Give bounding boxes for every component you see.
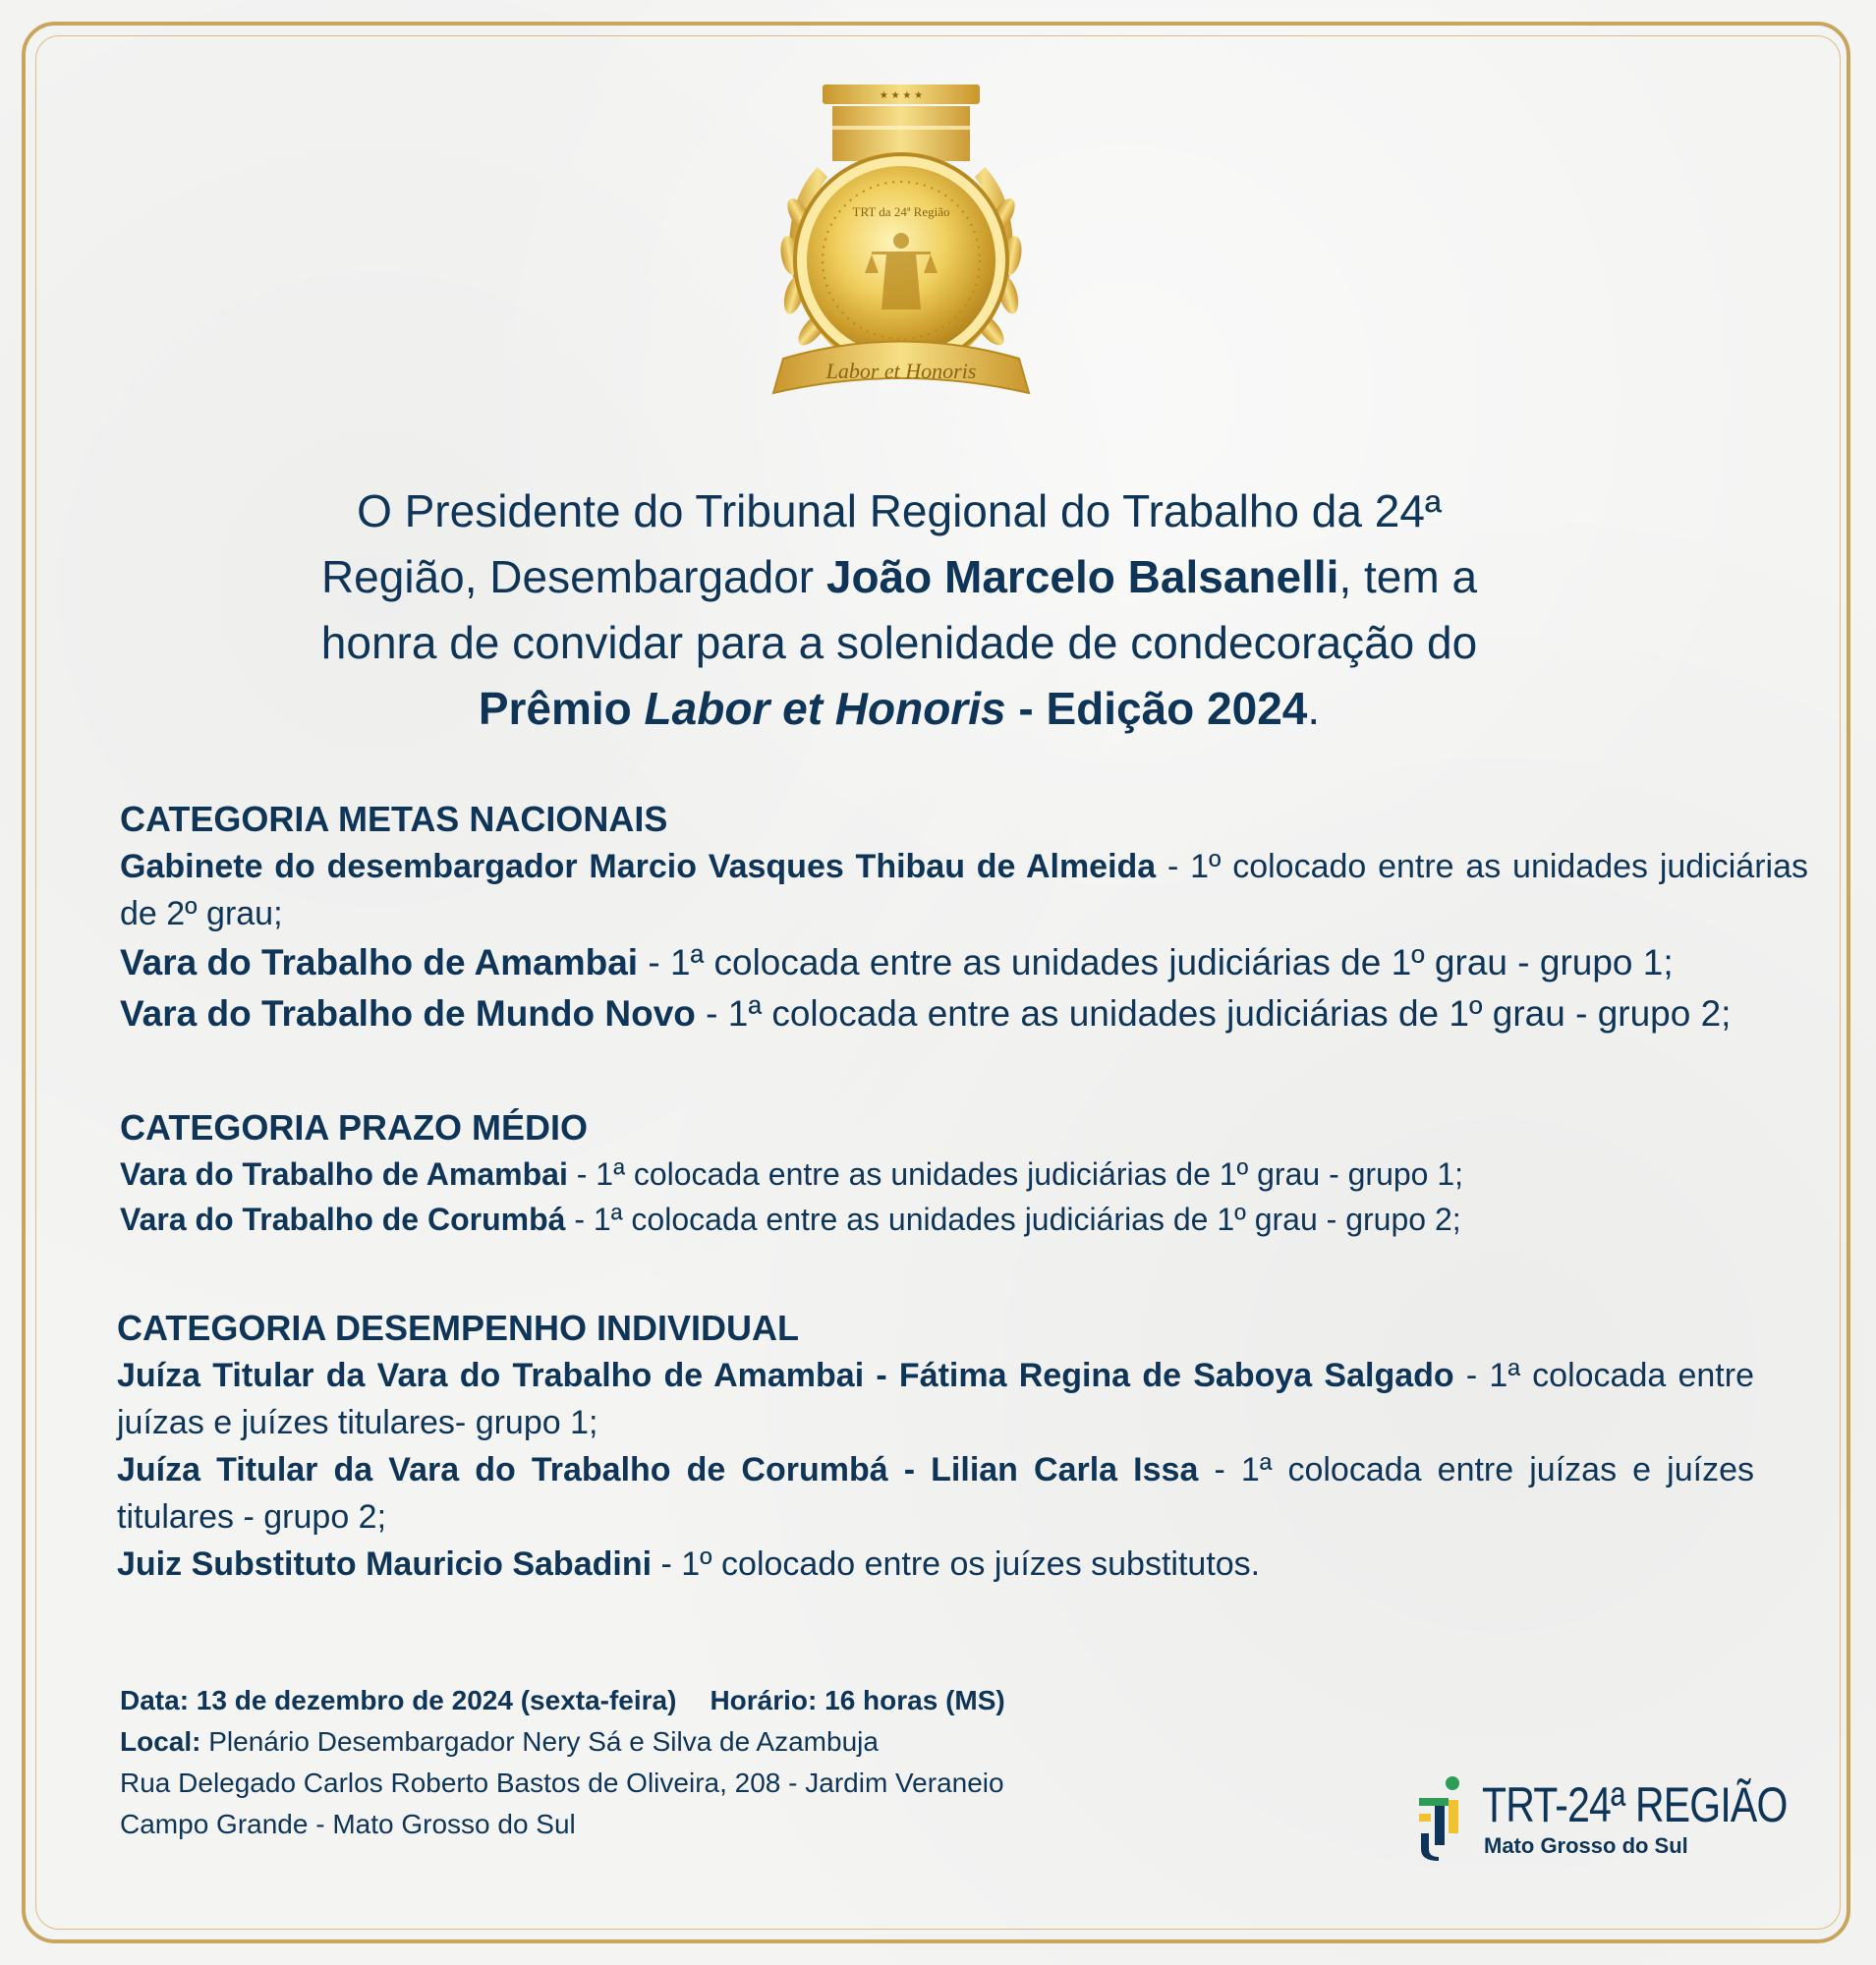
entry-text: - 1ª colocada entre juízas e juízes titulares - grupo 2; bbox=[117, 1451, 1754, 1536]
event-time: Horário: 16 horas (MS) bbox=[710, 1685, 1005, 1715]
trt-logo-state: Mato Grosso do Sul bbox=[1484, 1833, 1688, 1858]
event-details bbox=[120, 1680, 1201, 1845]
section-title: CATEGORIA METAS NACIONAIS bbox=[120, 799, 668, 839]
intro-line-2-b: , tem a bbox=[1338, 551, 1478, 602]
intro-line-1: O Presidente do Tribunal Regional do Trabalho da 24ª bbox=[357, 485, 1442, 536]
intro-line-2-a: Região, Desembargador bbox=[320, 551, 826, 602]
ribbon-text: Labor et Honoris bbox=[825, 359, 977, 383]
award-title bbox=[265, 676, 1533, 742]
event-local-label: Local: bbox=[120, 1726, 201, 1757]
entry-bold: Juiz Substituto Mauricio Sabadini bbox=[117, 1545, 653, 1583]
event-date: Data: 13 de dezembro de 2024 (sexta-feira) bbox=[120, 1685, 677, 1715]
president-name: João Marcelo Balsanelli bbox=[825, 551, 1339, 602]
entry-bold: Gabinete do desembargador Marcio Vasques Thibau de Almeida bbox=[120, 848, 1157, 885]
section-title: CATEGORIA PRAZO MÉDIO bbox=[120, 1107, 588, 1148]
intro-line-2 bbox=[265, 544, 1533, 610]
intro-line-3: honra de convidar para a solenidade de condecoração do bbox=[320, 617, 1478, 668]
entry-text: - 1ª colocada entre as unidades judiciárias de 1º grau - grupo 2; bbox=[695, 993, 1732, 1034]
list-item bbox=[120, 843, 1808, 937]
entry-text: - 1ª colocada entre as unidades judiciárias de 1º grau - grupo 1; bbox=[638, 942, 1674, 982]
event-address: Rua Delegado Carlos Roberto Bastos de Oliveira, 208 - Jardim Veraneio bbox=[120, 1768, 1004, 1798]
event-date-time bbox=[120, 1680, 1201, 1721]
entry-bold: Vara do Trabalho de Mundo Novo bbox=[120, 993, 696, 1034]
list-item bbox=[117, 1446, 1754, 1541]
list-item bbox=[120, 1197, 1808, 1242]
award-prefix: Prêmio bbox=[478, 683, 645, 734]
entry-bold: Vara do Trabalho de Corumbá bbox=[120, 1202, 566, 1237]
svg-text:★ ★ ★ ★: ★ ★ ★ ★ bbox=[879, 90, 924, 101]
trt-logo-icon bbox=[1415, 1774, 1478, 1863]
section-title: CATEGORIA DESEMPENHO INDIVIDUAL bbox=[117, 1308, 800, 1348]
section-desempenho-individual bbox=[117, 1305, 1754, 1588]
section-metas-nacionais bbox=[120, 796, 1808, 1039]
list-item bbox=[120, 988, 1808, 1039]
award-name: Labor et Honoris bbox=[644, 683, 1006, 734]
trt-logo-name: TRT-24ª REGIÃO bbox=[1482, 1777, 1788, 1832]
entry-text: - 1º colocado entre os juízes substitutos. bbox=[652, 1545, 1261, 1583]
entry-text: - 1º colocado entre as unidades judiciárias de 2º grau; bbox=[120, 848, 1808, 932]
list-item bbox=[117, 1352, 1754, 1446]
list-item bbox=[120, 937, 1808, 988]
award-end: . bbox=[1307, 683, 1321, 734]
seal-text: TRT da 24ª Região bbox=[852, 204, 950, 219]
entry-text: - 1ª colocada entre juízas e juízes titulares- grupo 1; bbox=[117, 1357, 1754, 1441]
trt-logo bbox=[1415, 1774, 1788, 1863]
section-prazo-medio bbox=[120, 1104, 1808, 1242]
entry-text: - 1ª colocada entre as unidades judiciárias de 1º grau - grupo 1; bbox=[567, 1156, 1464, 1192]
medal-emblem bbox=[739, 79, 1063, 418]
award-edition: - Edição 2024 bbox=[1005, 683, 1308, 734]
intro-paragraph bbox=[265, 478, 1533, 742]
list-item bbox=[120, 1151, 1808, 1197]
entry-bold: Vara do Trabalho de Amambai bbox=[120, 1156, 568, 1192]
event-local-value: Plenário Desembargador Nery Sá e Silva de Azambuja bbox=[200, 1726, 879, 1757]
list-item bbox=[117, 1541, 1754, 1588]
entry-bold: Vara do Trabalho de Amambai bbox=[120, 942, 639, 982]
event-city: Campo Grande - Mato Grosso do Sul bbox=[120, 1809, 576, 1839]
entry-text: - 1ª colocada entre as unidades judiciárias de 1º grau - grupo 2; bbox=[565, 1202, 1461, 1237]
entry-bold: Juíza Titular da Vara do Trabalho de Corumbá - Lilian Carla Issa bbox=[117, 1451, 1199, 1488]
entry-bold: Juíza Titular da Vara do Trabalho de Amambai - Fátima Regina de Saboya Salgado bbox=[117, 1357, 1454, 1394]
event-local bbox=[120, 1721, 1201, 1763]
